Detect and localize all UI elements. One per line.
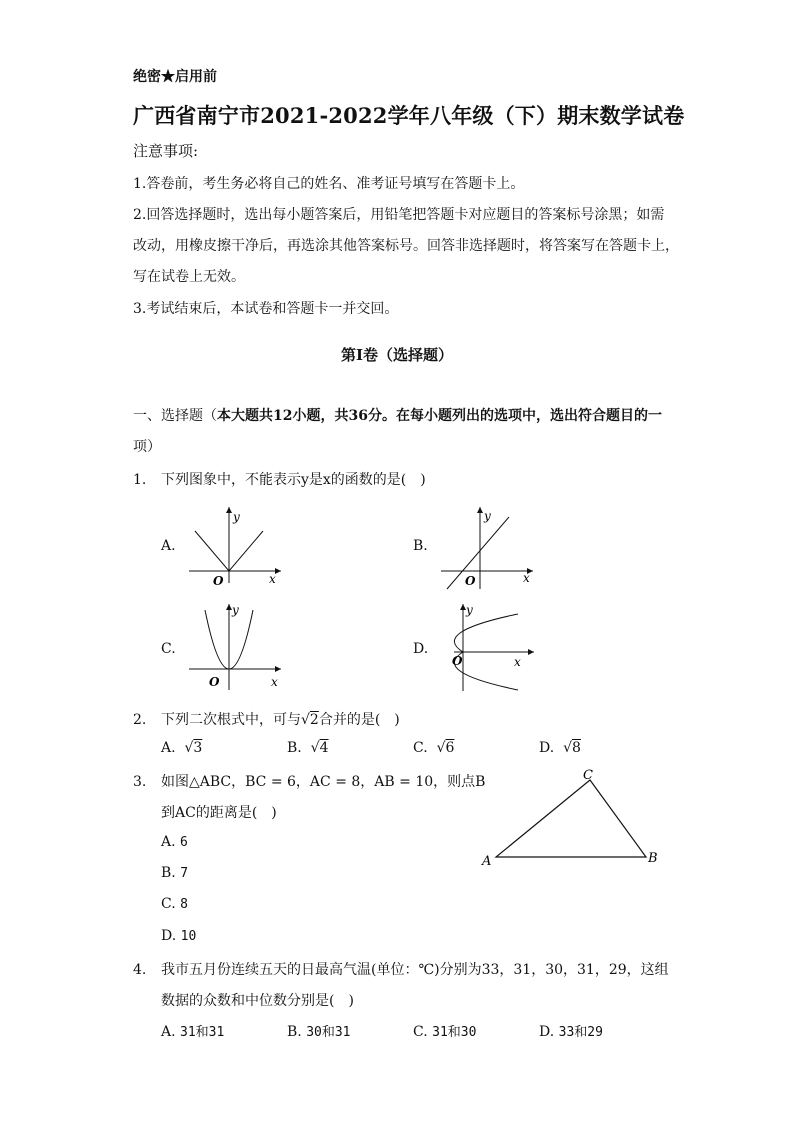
q2-option-b-label: B. [287,740,302,756]
q3-option-d-label: D. [161,928,177,944]
q4-option-a-value: 31和31 [180,1025,225,1040]
q2-option-c-radicand: 6 [445,740,455,756]
notice-rule-2-line-1: 2.回答选择题时，选出每小题答案后，用铅笔把答题卡对应题目的答案标号涂黑；如需 [133,207,665,223]
q4-option-d-label: D. [539,1024,555,1040]
q4-option-d-value: 33和29 [558,1025,603,1040]
q1-stem-row [133,469,426,489]
q3-stem-line-1: 如图△ABC，BC = 6，AC = 8，AB = 10，则点B [161,774,486,790]
q4-option-b-value: 30和31 [306,1025,351,1040]
q4-number: 4. [133,962,147,978]
triangle-abc [496,780,646,857]
q2-stem-pre: 下列二次根式中，可与 [161,712,301,728]
notice-rule-2-line-2: 改动，用橡皮擦干净后，再选涂其他答案标号。回答非选择题时，将答案写在答题卡上， [133,238,679,254]
q2-stem-row [133,709,400,729]
q4-stem-line-1: 我市五月份连续五天的日最高气温(单位：℃)分别为33，31，30，31，29，这组 [161,962,669,978]
q3-option-a-value: 6 [180,835,188,850]
q3-option-d-value: 10 [180,929,197,944]
q1-graph-d [450,602,540,692]
q2-option-d[interactable]: D. √8 [539,740,581,756]
q3-triangle-figure [480,765,665,875]
q1-option-c-label[interactable]: C. [161,641,176,657]
q1-option-a-label[interactable]: A. [161,538,176,554]
notice-rule-3: 3.考试结束后，本试卷和答题卡一并交回。 [133,301,399,317]
q3-option-a-label: A. [161,834,176,850]
q3-option-c[interactable] [161,896,188,912]
q3-option-b-value: 7 [180,866,189,881]
part1-heading [133,405,662,425]
q2-option-c-label: C. [413,740,428,756]
q3-option-d[interactable] [161,928,196,944]
graph-d-y-label: y [466,603,473,617]
q4-option-b[interactable] [287,1021,351,1040]
q3-stem-row [133,771,485,791]
graph-d-origin-label: O [452,654,463,668]
notice-rule-2-line-3: 写在试卷上无效。 [133,269,245,285]
q3-option-a[interactable] [161,834,188,850]
part1-bold-text: 本大题共12小题，共36分。在每小题列出的选项中，选出符合题目的一 [217,408,662,424]
q3-option-b[interactable] [161,865,188,881]
part1-line-2: 项） [133,439,161,455]
q4-stem-line-2: 数据的众数和中位数分别是( ) [161,993,354,1009]
graph-a-y-arrow [226,507,232,513]
q3-option-c-label: C. [161,896,176,912]
q2-option-a-radicand: 3 [193,740,203,756]
graph-a-origin-label: O [213,574,224,585]
exam-title: 广西省南宁市2021-2022学年八年级（下）期末数学试卷 [133,103,685,128]
q2-option-a-label: A. [161,740,176,756]
q4-option-c-label: C. [413,1024,428,1040]
graph-b-line [447,517,509,589]
q4-option-b-label: B. [287,1024,302,1040]
q2-option-b-radicand: 4 [319,740,329,756]
graph-a-y-label: y [233,510,240,524]
notice-heading: 注意事项: [133,142,199,160]
q2-option-b[interactable]: B. √4 [287,740,329,756]
graph-c-y-label: y [232,603,239,617]
q1-number: 1. [133,472,147,488]
section-title: 第I卷（选择题） [340,346,454,364]
triangle-vertex-c: C [583,768,593,783]
q2-stem-radicand: 2 [309,712,319,728]
q2-number: 2. [133,712,147,728]
q1-option-d-label[interactable]: D. [413,641,429,657]
q4-option-c-value: 31和30 [432,1025,477,1040]
q2-option-a[interactable]: A. √3 [161,740,203,756]
graph-b-y-label: y [484,509,491,523]
secret-label: 绝密★启用前 [133,69,217,85]
q2-option-d-label: D. [539,740,555,756]
q1-graph-b [437,505,537,590]
graph-c-x-label: x [271,675,278,689]
q4-option-d[interactable] [539,1021,603,1040]
graph-d-x-label: x [514,655,521,669]
part1-lead: 一、选择题（ [133,408,217,424]
graph-c-x-arrow [275,666,281,672]
graph-b-origin-label: O [465,574,476,588]
q2-option-d-radicand: 8 [572,740,581,756]
graph-a-x-arrow [275,568,281,574]
graph-a-x-label: x [269,572,276,585]
triangle-vertex-b: B [648,851,658,866]
q3-stem-line-2: 到AC的距离是( ) [161,805,277,821]
q2-stem-sqrt-symbol: √ [301,712,310,728]
q1-graph-c [185,600,285,690]
graph-b-y-arrow [477,507,483,513]
graph-b-x-label: x [523,571,530,585]
q4-stem-row [133,959,669,979]
q2-option-c[interactable]: C. √6 [413,740,455,756]
q2-stem-post: 合并的是( ) [318,712,400,728]
q1-graph-a [185,505,285,585]
q3-number: 3. [133,774,147,790]
q3-option-b-label: B. [161,865,176,881]
q4-option-c[interactable] [413,1021,476,1040]
graph-c-origin-label: O [209,675,220,689]
q4-option-a-label: A. [161,1024,176,1040]
q1-stem: 下列图象中，不能表示y是x的函数的是( ) [161,472,426,488]
triangle-vertex-a: A [482,854,492,869]
q3-option-c-value: 8 [180,897,188,912]
notice-rule-1: 1.答卷前，考生务必将自己的姓名、准考证号填写在答题卡上。 [133,176,525,192]
q1-option-b-label[interactable]: B. [413,538,428,554]
q4-option-a[interactable] [161,1021,224,1040]
graph-d-x-arrow [528,649,534,655]
